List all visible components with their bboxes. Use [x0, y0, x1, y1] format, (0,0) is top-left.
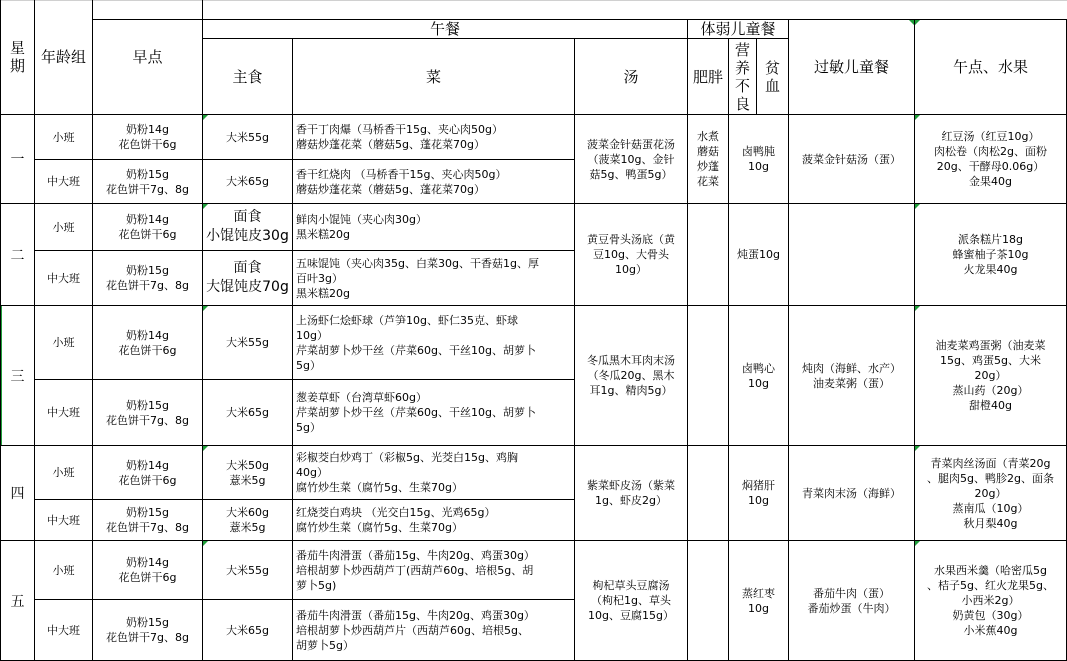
morning-snack-cell: 奶粉15g 花色饼干7g、8g	[93, 600, 203, 661]
dish-cell: 鲜肉小馄饨（夹心肉30g） 黑米糕20g	[293, 204, 575, 251]
weak-child-meal-cell: 焖猪肝 10g	[729, 446, 789, 541]
age-group-cell: 小班	[35, 204, 93, 251]
soup-cell: 冬瓜黑木耳肉末汤 （冬瓜20g、黑木 耳1g、精肉5g）	[575, 306, 688, 446]
age-group-cell: 小班	[35, 115, 93, 160]
weak-child-meal-cell: 卤鸭心 10g	[729, 306, 789, 446]
header-malnutrition: 营 养 不 良	[729, 39, 757, 115]
header-lunch: 午餐	[203, 20, 688, 39]
dish-cell: 红烧茭白鸡块 （光交白15g、光鸡65g） 腐竹炒生菜（腐竹5g、生菜70g）	[293, 500, 575, 541]
dish-cell: 彩椒茭白炒鸡丁（彩椒5g、光茭白15g、鸡胸 40g） 腐竹炒生菜（腐竹5g、生菜70g）	[293, 446, 575, 500]
allergy-meal-cell	[789, 204, 915, 306]
header-staple: 主食	[203, 39, 293, 115]
allergy-meal-cell: 番茄牛肉（蛋） 番茄炒蛋（牛肉）	[789, 541, 915, 661]
soup-cell: 菠菜金针菇蛋花汤 （菠菜10g、金针 菇5g、鸭蛋5g）	[575, 115, 688, 204]
staple-cell: 大米55g	[203, 306, 293, 380]
soup-cell: 黄豆骨头汤底（黄 豆10g、大骨头 10g）	[575, 204, 688, 306]
header-anemia: 贫 血	[757, 39, 789, 115]
age-group-cell: 小班	[35, 446, 93, 500]
weak-child-meal-cell: 蒸红枣 10g	[729, 541, 789, 661]
staple-cell: 大米60g 薏米5g	[203, 500, 293, 541]
allergy-meal-cell: 菠菜金针菇汤（蛋）	[789, 115, 915, 204]
header-afternoon: 午点、水果	[915, 20, 1067, 115]
age-group-cell: 中大班	[35, 500, 93, 541]
staple-cell: 面食 大馄饨皮70g	[203, 251, 293, 306]
morning-snack-cell: 奶粉14g 花色饼干6g	[93, 446, 203, 500]
morning-snack-cell: 奶粉14g 花色饼干6g	[93, 204, 203, 251]
obese-meal-cell	[688, 541, 729, 661]
afternoon-snack-cell: 水果西米羹（哈密瓜5g 、桔子5g、红火龙果5g、 小西米2g） 奶黄包（30g） 小米蕉40g	[915, 541, 1067, 661]
afternoon-snack-cell: 油麦菜鸡蛋粥（油麦菜 15g、鸡蛋5g、大米 20g） 蒸山药（20g） 甜橙40g	[915, 306, 1067, 446]
header-morning-snack: 早点	[93, 0, 203, 115]
dish-cell: 五味馄饨（夹心肉35g、白菜30g、干香菇1g、厚 百叶3g） 黑米糕20g	[293, 251, 575, 306]
morning-snack-cell: 奶粉15g 花色饼干7g、8g	[93, 500, 203, 541]
weak-child-meal-cell: 炖蛋10g	[729, 204, 789, 306]
morning-snack-cell: 奶粉15g 花色饼干7g、8g	[93, 251, 203, 306]
header-age-group: 年龄组	[35, 0, 93, 115]
age-group-cell: 中大班	[35, 251, 93, 306]
staple-cell: 大米55g	[203, 115, 293, 160]
header-obese: 肥胖	[688, 39, 729, 115]
weak-child-meal-cell: 卤鸭肫 10g	[729, 115, 789, 204]
dish-cell: 上汤虾仁烩虾球（芦笋10g、虾仁35克、虾球 10g） 芹菜胡萝卜炒干丝（芹菜60g、干丝10g、胡萝卜 5g）	[293, 306, 575, 380]
weekday-cell: 四	[0, 446, 35, 541]
dish-cell: 香干丁肉爆（马桥香干15g、夹心肉50g） 蘑菇炒蓬花菜（蘑菇5g、蓬花菜70g）	[293, 115, 575, 160]
morning-snack-cell: 奶粉15g 花色饼干7g、8g	[93, 380, 203, 446]
header-weak-children: 体弱儿童餐	[688, 20, 789, 39]
dish-cell: 番茄牛肉滑蛋（番茄15g、牛肉20g、鸡蛋30g） 培根胡萝卜炒西葫芦片（西葫芦60g、培根5g、 胡萝卜5g）	[293, 600, 575, 661]
dish-cell: 香干红烧肉 （马桥香干15g、夹心肉50g） 蘑菇炒蓬花菜（蘑菇5g、蓬花菜70g）	[293, 160, 575, 204]
staple-cell: 大米65g	[203, 160, 293, 204]
obese-meal-cell	[688, 306, 729, 446]
weekday-cell: 五	[0, 541, 35, 661]
obese-meal-cell: 水煮 蘑菇 炒蓬 花菜	[688, 115, 729, 204]
weekday-cell: 二	[0, 204, 35, 306]
morning-snack-cell: 奶粉14g 花色饼干6g	[93, 541, 203, 600]
dish-cell: 葱姜草虾（台湾草虾60g） 芹菜胡萝卜炒干丝（芹菜60g、干丝10g、胡萝卜 5g）	[293, 380, 575, 446]
age-group-cell: 中大班	[35, 380, 93, 446]
age-group-cell: 中大班	[35, 160, 93, 204]
obese-meal-cell	[688, 204, 729, 306]
age-group-cell: 中大班	[35, 600, 93, 661]
staple-cell: 面食 小馄饨皮30g	[203, 204, 293, 251]
allergy-meal-cell: 青菜肉末汤（海鲜）	[789, 446, 915, 541]
age-group-cell: 小班	[35, 306, 93, 380]
staple-cell: 大米50g 薏米5g	[203, 446, 293, 500]
staple-cell: 大米65g	[203, 380, 293, 446]
allergy-meal-cell: 炖肉（海鲜、水产） 油麦菜粥（蛋）	[789, 306, 915, 446]
soup-cell: 紫菜虾皮汤（紫菜 1g、虾皮2g）	[575, 446, 688, 541]
header-dishes: 菜	[293, 39, 575, 115]
soup-cell: 枸杞草头豆腐汤 （枸杞1g、草头 10g、豆腐15g）	[575, 541, 688, 661]
age-group-cell: 小班	[35, 541, 93, 600]
morning-snack-cell: 奶粉14g 花色饼干6g	[93, 115, 203, 160]
weekday-cell: 一	[0, 115, 35, 204]
afternoon-snack-cell: 红豆汤（红豆10g） 肉松卷（肉松2g、面粉 20g、干酵母0.06g） 金果40g	[915, 115, 1067, 204]
afternoon-snack-cell: 派条糕片18g 蜂蜜柚子茶10g 火龙果40g	[915, 204, 1067, 306]
header-weekday: 星 期	[0, 0, 35, 115]
header-soup: 汤	[575, 39, 688, 115]
obese-meal-cell	[688, 446, 729, 541]
header-top-band	[93, 0, 1067, 20]
staple-cell: 大米65g	[203, 600, 293, 661]
weekday-cell: 三	[0, 306, 35, 446]
morning-snack-cell: 奶粉14g 花色饼干6g	[93, 306, 203, 380]
staple-cell: 大米55g	[203, 541, 293, 600]
afternoon-snack-cell: 青菜肉丝汤面（青菜20g 、腿肉5g、鸭胗2g、面条 20g） 蒸南瓜（10g） 秋月梨40g	[915, 446, 1067, 541]
header-allergy: 过敏儿童餐	[789, 20, 915, 115]
morning-snack-cell: 奶粉15g 花色饼干7g、8g	[93, 160, 203, 204]
dish-cell: 番茄牛肉滑蛋（番茄15g、牛肉20g、鸡蛋30g） 培根胡萝卜炒西葫芦丁(西葫芦60g、培根5g、胡 萝卜5g)	[293, 541, 575, 600]
